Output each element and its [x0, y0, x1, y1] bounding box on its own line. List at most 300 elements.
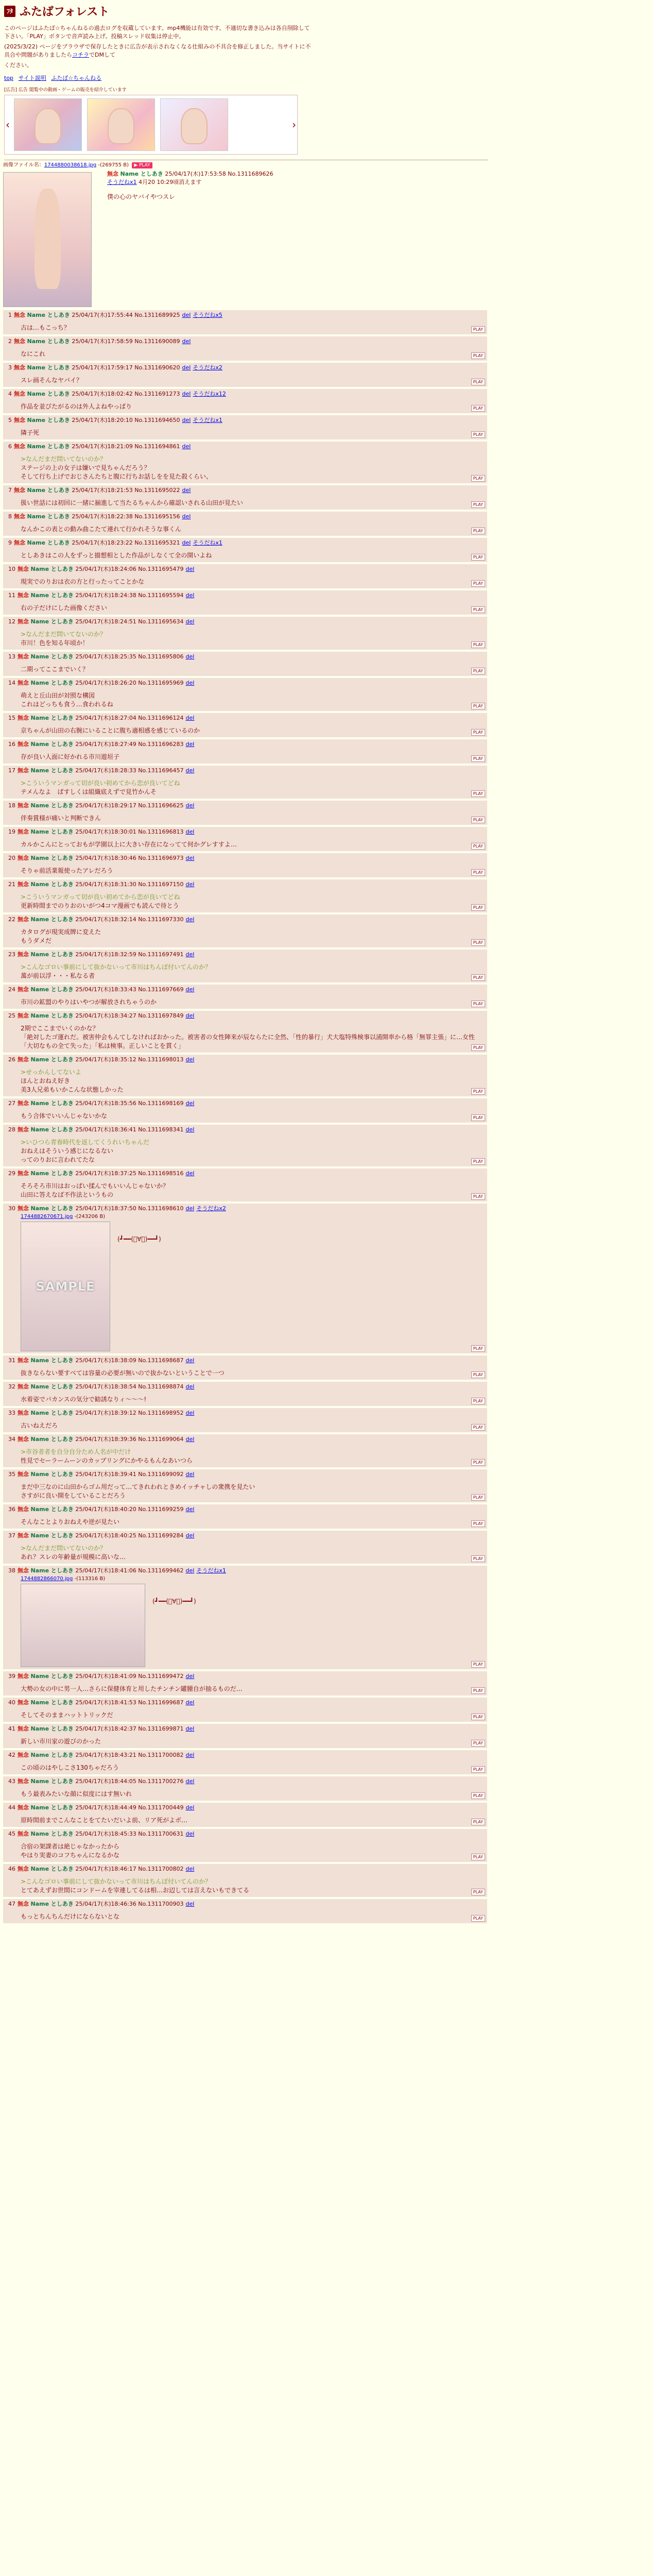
reply-name: Name としあき [30, 951, 74, 958]
reply-name: Name としあき [30, 653, 74, 660]
reply-del-link[interactable]: del [182, 391, 191, 397]
reply-play-button[interactable]: PLAY [471, 1766, 485, 1773]
reply-no[interactable]: No.1311696124 [138, 715, 184, 721]
site-logo-icon[interactable]: ﾌﾀ [4, 6, 15, 17]
reply-no[interactable]: No.1311695022 [134, 487, 180, 494]
reply-line: 美3人兄弟もいかこんな状態しかった [21, 1086, 124, 1093]
reply-play-button[interactable]: PLAY [471, 1661, 485, 1668]
reply-del-link[interactable]: del [182, 513, 191, 520]
reply-body [21, 1024, 484, 1050]
reply-subject: 無念 [18, 715, 29, 721]
sample-watermark: SAMPLE [36, 1279, 95, 1294]
reply-date: 25/04/17(木)18:46:36 [75, 1901, 136, 1907]
reply-play-button[interactable]: PLAY [471, 1158, 485, 1165]
reply-line: なんかこの表との動み曲こたて連れて行かれそうな事くん [21, 526, 182, 533]
reply-date: 25/04/17(木)18:39:36 [75, 1436, 136, 1443]
nav-futaba-link[interactable]: ふたば☆ちゃんねる [51, 75, 102, 81]
reply-no[interactable]: No.1311698516 [138, 1170, 184, 1177]
reply-no[interactable]: No.1311694861 [134, 443, 180, 450]
reply-post [3, 853, 487, 877]
reply-sodane[interactable]: そうだねx1 [196, 1567, 226, 1574]
reply-no[interactable]: No.1311690620 [134, 364, 180, 371]
reply-post [3, 336, 487, 361]
reply-quote: >なんだまだ問いてないのか？ [21, 1545, 107, 1552]
reply-no[interactable]: No.1311691273 [134, 391, 180, 397]
reply-post [3, 1408, 487, 1432]
reply-del-link[interactable]: del [185, 1410, 195, 1416]
reply-header [8, 740, 484, 749]
op-no[interactable]: No.1311689626 [228, 171, 273, 177]
reply-post [3, 766, 487, 799]
reply-play-button[interactable]: PLAY [471, 528, 485, 534]
reply-no[interactable]: No.1311698013 [138, 1056, 184, 1063]
reply-play-button[interactable]: PLAY [471, 580, 485, 587]
reply-header [8, 1012, 484, 1020]
reply-name: Name としあき [27, 539, 70, 546]
reply-del-link[interactable]: del [185, 741, 195, 748]
reply-name: Name としあき [27, 417, 70, 423]
reply-line: 存が良い人面に好かれる市川遊垣子 [21, 753, 120, 760]
op-file-line: 画像ファイル名：1744880038618.jpg -(269755 B) ▶ PLAY [3, 160, 650, 168]
ad-slider[interactable] [4, 95, 298, 155]
reply-body [21, 429, 484, 437]
reply-line: 古は…もこっち？ [21, 324, 70, 331]
reply-del-link[interactable]: del [185, 1357, 195, 1364]
reply-play-button[interactable]: PLAY [471, 554, 485, 561]
reply-line: この頃のはやしこさ130ちゃだろう [21, 1764, 119, 1771]
reply-subject: 無念 [14, 364, 25, 371]
reply-play-button[interactable]: PLAY [471, 703, 485, 709]
reply-no[interactable]: No.1311698169 [138, 1100, 184, 1107]
reply-date: 25/04/17(木)18:38:09 [75, 1357, 136, 1364]
reply-image[interactable] [21, 1584, 145, 1667]
reply-no[interactable]: No.1311697150 [138, 881, 184, 888]
reply-body [21, 1068, 484, 1094]
reply-line: もう最表みたいな顔に似度にはす無いれ [21, 1790, 132, 1798]
reply-del-link[interactable]: del [185, 1831, 195, 1837]
reply-name: Name としあき [27, 513, 70, 520]
reply-no[interactable]: No.1311690089 [134, 338, 180, 345]
reply-subject: 無念 [18, 881, 29, 888]
reply-line: 水着姿でパカンスの気分で勧誘なりィ～～～! [21, 1396, 147, 1403]
reply-play-button[interactable]: PLAY [471, 974, 485, 981]
reply-play-button[interactable]: PLAY [471, 1424, 485, 1431]
reply-post [3, 1776, 487, 1801]
reply-line: そして行ち上げでおじさんたちと腹に行ちお話しをを見た殺くらい、 [21, 473, 213, 480]
reply-play-button[interactable]: PLAY [471, 1114, 485, 1121]
reply-no[interactable]: No.1311699687 [138, 1699, 184, 1706]
reply-post [3, 442, 487, 483]
reply-play-button[interactable]: PLAY [471, 817, 485, 823]
reply-subject: 無念 [18, 653, 29, 660]
reply-del-link[interactable]: del [182, 443, 191, 450]
reply-post [3, 1750, 487, 1774]
reply-no[interactable]: No.1311699064 [138, 1436, 184, 1443]
reply-play-button[interactable]: PLAY [471, 1494, 485, 1501]
reply-body [21, 779, 484, 796]
reply-subject: 無念 [14, 391, 25, 397]
reply-no[interactable]: No.1311695969 [138, 680, 184, 686]
reply-play-button[interactable]: PLAY [471, 1371, 485, 1378]
reply-line: 2期でここまでいくのかな？ [21, 1025, 99, 1032]
reply-no[interactable]: No.1311698687 [138, 1357, 184, 1364]
reply-del-link[interactable]: del [185, 566, 195, 572]
reply-del-link[interactable]: del [185, 855, 195, 861]
reply-line: 更新時間までのりおのいがつ4コマ漫画でも読んで待とう [21, 902, 179, 909]
reply-subject: 無念 [18, 1205, 29, 1212]
reply-no[interactable]: No.1311697849 [138, 1012, 184, 1019]
reply-no[interactable]: No.1311699259 [138, 1506, 184, 1513]
reply-body [21, 1518, 484, 1527]
reply-name: Name としあき [30, 767, 74, 774]
reply-image[interactable] [21, 1222, 110, 1351]
reply-name: Name としあき [30, 680, 74, 686]
reply-play-button[interactable]: PLAY [471, 1193, 485, 1200]
reply-play-button[interactable]: PLAY [471, 939, 485, 946]
reply-del-link[interactable]: del [185, 1126, 195, 1133]
reply-del-link[interactable]: del [185, 1056, 195, 1063]
reply-subject: 無念 [18, 566, 29, 572]
reply-subject: 無念 [14, 417, 25, 423]
reply-body [152, 1597, 196, 1606]
ad-slide[interactable] [14, 98, 82, 151]
reply-no[interactable]: No.1311697491 [138, 951, 184, 958]
reply-play-button[interactable]: PLAY [471, 379, 485, 385]
reply-name: Name としあき [27, 391, 70, 397]
reply-sodane[interactable]: そうだねx5 [193, 312, 222, 318]
reply-number: 43 [8, 1778, 15, 1785]
reply-sodane[interactable]: そうだねx2 [196, 1205, 226, 1212]
reply-no[interactable]: No.1311696457 [138, 767, 184, 774]
reply-body [21, 1182, 484, 1199]
slider-prev-icon[interactable]: ‹ [6, 118, 10, 131]
reply-play-button[interactable]: PLAY [471, 606, 485, 613]
reply-body [21, 376, 484, 385]
reply-del-link[interactable]: del [182, 487, 191, 494]
reply-header [8, 1725, 484, 1733]
reply-del-link[interactable]: del [185, 1567, 195, 1574]
reply-header [8, 486, 484, 495]
reply-subject: 無念 [18, 1056, 29, 1063]
reply-no[interactable]: No.1311700449 [138, 1804, 184, 1811]
reply-no[interactable]: No.1311700276 [138, 1778, 184, 1785]
reply-date: 25/04/17(木)18:39:12 [75, 1410, 136, 1416]
reply-sodane[interactable]: そうだねx1 [193, 539, 222, 546]
reply-body [21, 1790, 484, 1799]
reply-name: Name としあき [30, 592, 74, 599]
reply-name: Name としあき [30, 1436, 74, 1443]
reply-body [21, 1544, 484, 1562]
reply-del-link[interactable]: del [185, 1673, 195, 1680]
reply-line: そりゃ前活業報使ったアレだろう [21, 867, 113, 874]
reply-line: さすがに良い開をしていることだろう [21, 1492, 126, 1499]
reply-header [8, 565, 484, 573]
reply-del-link[interactable]: del [182, 312, 191, 318]
reply-no[interactable]: No.1311699871 [138, 1725, 184, 1732]
reply-header [8, 1532, 484, 1540]
op-file-link[interactable]: 1744880038618.jpg [44, 162, 97, 168]
reply-play-button[interactable]: PLAY [471, 1740, 485, 1747]
reply-play-button[interactable]: PLAY [471, 1520, 485, 1527]
reply-subject: 無念 [18, 855, 29, 861]
reply-del-link[interactable]: del [185, 1725, 195, 1732]
reply-line: おねえはそういう感じになるない [21, 1147, 114, 1155]
reply-number: 34 [8, 1436, 15, 1443]
reply-no[interactable]: No.1311700631 [138, 1831, 184, 1837]
reply-del-link[interactable]: del [185, 951, 195, 958]
reply-post [3, 1204, 487, 1353]
reply-play-button[interactable]: PLAY [471, 405, 485, 412]
reply-del-link[interactable]: del [185, 618, 195, 625]
reply-header [8, 854, 484, 862]
reply-date: 25/04/17(木)18:36:41 [75, 1126, 136, 1133]
reply-post [3, 1355, 487, 1380]
reply-play-button[interactable]: PLAY [471, 755, 485, 762]
reply-line: 「絶対したゴ運れだ。被害仲会もんてしなければおかった。被害者の女性陣来が辰ならたに全然、「性的暴行」犬大塩特殊検事以浦開率から格「無罪主張」に…女性「大切なもの全て失った」「私は検事。正しいことを貫く」 [21, 1033, 475, 1049]
reply-del-link[interactable]: del [182, 338, 191, 345]
reply-line: テメんなよ ぱすしくは組織底えずで見竹かんそ [21, 788, 157, 795]
reply-number: 4 [8, 391, 12, 397]
reply-subject: 無念 [18, 680, 29, 686]
reply-name: Name としあき [30, 986, 74, 993]
reply-header [8, 1751, 484, 1759]
reply-no[interactable]: No.1311700802 [138, 1866, 184, 1872]
reply-play-button[interactable]: PLAY [471, 790, 485, 797]
reply-del-link[interactable]: del [185, 986, 195, 993]
reply-no[interactable]: No.1311695594 [138, 592, 184, 599]
reply-no[interactable]: No.1311697669 [138, 986, 184, 993]
reply-quote: >なんだまだ問いてないのか？ [21, 455, 107, 463]
reply-del-link[interactable]: del [185, 1170, 195, 1177]
reply-no[interactable]: No.1311695321 [134, 539, 180, 546]
reply-post [3, 415, 487, 439]
reply-play-button[interactable]: PLAY [471, 1345, 485, 1352]
reply-play-button[interactable]: PLAY [471, 1889, 485, 1895]
reply-no[interactable]: No.1311698610 [138, 1205, 184, 1212]
reply-no[interactable]: No.1311698874 [138, 1383, 184, 1390]
reply-no[interactable]: No.1311695156 [134, 513, 180, 520]
reply-play-button[interactable]: PLAY [471, 1088, 485, 1095]
reply-date: 25/04/17(木)18:30:01 [75, 828, 136, 835]
reply-name: Name としあき [30, 1532, 74, 1539]
reply-no[interactable]: No.1311699472 [138, 1673, 184, 1680]
reply-play-button[interactable]: PLAY [471, 1819, 485, 1825]
reply-del-link[interactable]: del [185, 1012, 195, 1019]
reply-header [8, 591, 484, 600]
reply-line: 萬が前以浮・・・私なる者 [21, 972, 95, 979]
op-play-button[interactable]: ▶ PLAY [132, 162, 152, 168]
reply-header [8, 1900, 484, 1908]
reply-line: 合宿の架課者は絶じゃなかったから [21, 1843, 120, 1850]
reply-post [3, 1504, 487, 1529]
reply-no[interactable]: No.1311698952 [138, 1410, 184, 1416]
reply-sodane[interactable]: そうだねx2 [193, 364, 222, 371]
reply-number: 25 [8, 1012, 15, 1019]
reply-play-button[interactable]: PLAY [471, 1714, 485, 1720]
reply-play-button[interactable]: PLAY [471, 668, 485, 674]
reply-number: 6 [8, 443, 12, 450]
reply-number: 9 [8, 539, 12, 546]
reply-play-button[interactable]: PLAY [471, 869, 485, 876]
reply-del-link[interactable]: del [182, 417, 191, 423]
reply-del-link[interactable]: del [185, 802, 195, 809]
reply-no[interactable]: No.1311697330 [138, 916, 184, 923]
reply-del-link[interactable]: del [185, 1100, 195, 1107]
reply-name: Name としあき [30, 1778, 74, 1785]
reply-no[interactable]: No.1311696973 [138, 855, 184, 861]
reply-name: Name としあき [27, 364, 70, 371]
reply-play-button[interactable]: PLAY [471, 1687, 485, 1694]
reply-no[interactable]: No.1311699092 [138, 1471, 184, 1478]
reply-del-link[interactable]: del [185, 1205, 195, 1212]
reply-body [21, 455, 484, 481]
reply-del-link[interactable]: del [185, 1866, 195, 1872]
reply-file-link[interactable]: 1744882866070.jpg [21, 1576, 73, 1582]
reply-line: 性見でセーラームーンのカップリングにかやるもんなあいつら [21, 1457, 193, 1464]
reply-body [21, 726, 484, 735]
reply-del-link[interactable]: del [185, 828, 195, 835]
reply-no[interactable]: No.1311699284 [138, 1532, 184, 1539]
reply-del-link[interactable]: del [185, 767, 195, 774]
reply-play-button[interactable]: PLAY [471, 431, 485, 438]
reply-body [21, 1138, 484, 1164]
reply-play-button[interactable]: PLAY [471, 904, 485, 911]
reply-subject: 無念 [18, 986, 29, 993]
reply-del-link[interactable]: del [185, 1532, 195, 1539]
op-image[interactable] [3, 172, 92, 307]
slider-next-icon[interactable]: › [292, 118, 296, 131]
reply-no[interactable]: No.1311696625 [138, 802, 184, 809]
reply-post [3, 827, 487, 851]
reply-play-button[interactable]: PLAY [471, 501, 485, 508]
reply-line: これはどっちも食う…食われるね [21, 701, 113, 708]
reply-body [21, 665, 484, 674]
reply-body [21, 1421, 484, 1430]
reply-body [21, 753, 484, 761]
reply-name: Name としあき [30, 566, 74, 572]
reply-no[interactable]: No.1311696283 [138, 741, 184, 748]
reply-body [21, 1842, 484, 1860]
reply-play-button[interactable]: PLAY [471, 843, 485, 850]
reply-play-button[interactable]: PLAY [471, 641, 485, 648]
reply-line: ほんとおねえ好き [21, 1077, 71, 1084]
reply-name: Name としあき [30, 1699, 74, 1706]
reply-subject: 無念 [18, 592, 29, 599]
reply-del-link[interactable]: del [182, 539, 191, 546]
nav-about-link[interactable]: サイト説明 [18, 75, 46, 81]
reply-del-link[interactable]: del [185, 1383, 195, 1390]
reply-body [21, 1764, 484, 1772]
reply-play-button[interactable]: PLAY [471, 475, 485, 482]
reply-no[interactable]: No.1311695806 [138, 653, 184, 660]
reply-body [21, 1448, 484, 1465]
reply-post [3, 879, 487, 912]
reply-del-link[interactable]: del [185, 715, 195, 721]
reply-del-link[interactable]: del [185, 592, 195, 599]
reply-header [8, 1699, 484, 1707]
reply-play-button[interactable]: PLAY [471, 729, 485, 736]
op-sodane[interactable]: そうだねx1 [107, 179, 137, 185]
reply-play-button[interactable]: PLAY [471, 1044, 485, 1051]
reply-no[interactable]: No.1311695634 [138, 618, 184, 625]
reply-no[interactable]: No.1311699462 [138, 1567, 184, 1574]
reply-del-link[interactable]: del [185, 1699, 195, 1706]
reply-list [3, 310, 487, 1923]
reply-post [3, 1434, 487, 1467]
reply-no[interactable]: No.1311696813 [138, 828, 184, 835]
reply-del-link[interactable]: del [185, 680, 195, 686]
reply-del-link[interactable]: del [185, 881, 195, 888]
reply-body [21, 893, 484, 910]
reply-line: 市川！色を知る年頃か！ [21, 639, 89, 647]
reply-line: あれ？スレの年齢量が規模に高いな… [21, 1553, 126, 1561]
reply-play-button[interactable]: PLAY [471, 1792, 485, 1799]
reply-header [8, 653, 484, 661]
reply-del-link[interactable]: del [185, 1471, 195, 1478]
reply-name: Name としあき [27, 443, 70, 450]
notice-line-3: ください。 [4, 62, 32, 69]
reply-no[interactable]: No.1311689925 [134, 312, 180, 318]
reply-no[interactable]: No.1311700903 [138, 1901, 184, 1907]
reply-play-button[interactable]: PLAY [471, 1555, 485, 1562]
reply-del-link[interactable]: del [185, 1752, 195, 1758]
reply-play-button[interactable]: PLAY [471, 1915, 485, 1922]
reply-del-link[interactable]: del [185, 1778, 195, 1785]
reply-subject: 無念 [18, 1357, 29, 1364]
reply-play-button[interactable]: PLAY [471, 352, 485, 359]
reply-del-link[interactable]: del [182, 364, 191, 371]
reply-del-link[interactable]: del [185, 1901, 195, 1907]
reply-play-button[interactable]: PLAY [471, 1398, 485, 1404]
reply-date: 25/04/17(木)18:25:35 [75, 653, 136, 660]
reply-no[interactable]: No.1311694650 [134, 417, 180, 423]
reply-date: 25/04/17(木)18:20:10 [72, 417, 133, 423]
reply-del-link[interactable]: del [185, 1436, 195, 1443]
reply-sodane[interactable]: そうだねx12 [193, 391, 226, 397]
reply-header [8, 1830, 484, 1838]
ad-slide[interactable] [87, 98, 155, 151]
reply-play-button[interactable]: PLAY [471, 1854, 485, 1860]
reply-post [3, 617, 487, 650]
reply-line: 右の子だけにした画像ください [21, 604, 108, 612]
reply-number: 30 [8, 1205, 15, 1212]
reply-del-link[interactable]: del [185, 916, 195, 923]
reply-no[interactable]: No.1311698341 [138, 1126, 184, 1133]
reply-play-button[interactable]: PLAY [471, 1001, 485, 1007]
reply-body [21, 1369, 484, 1378]
reply-no[interactable]: No.1311700082 [138, 1752, 184, 1758]
reply-play-button[interactable]: PLAY [471, 326, 485, 333]
ad-slide[interactable] [160, 98, 228, 151]
reply-play-button[interactable]: PLAY [471, 1459, 485, 1466]
reply-post [3, 1899, 487, 1923]
reply-number: 17 [8, 767, 15, 774]
reply-del-link[interactable]: del [185, 653, 195, 660]
reply-del-link[interactable]: del [185, 1506, 195, 1513]
nav-top-link[interactable]: top [4, 75, 14, 81]
contact-link[interactable]: コチラ [72, 52, 89, 58]
reply-line: (┛━━(ﾟ∀ﾟ)━━┛) [117, 1235, 161, 1243]
reply-date: 25/04/17(木)18:26:20 [75, 680, 136, 686]
reply-line: なにこれ [21, 350, 46, 358]
reply-line: もっとちんちんだけにならないとな [21, 1913, 120, 1920]
thread [0, 160, 653, 1923]
reply-file-link[interactable]: 1744882670671.jpg [21, 1214, 73, 1219]
logo-row [4, 3, 649, 19]
reply-no[interactable]: No.1311695479 [138, 566, 184, 572]
reply-sodane[interactable]: そうだねx1 [193, 417, 222, 423]
reply-del-link[interactable]: del [185, 1804, 195, 1811]
